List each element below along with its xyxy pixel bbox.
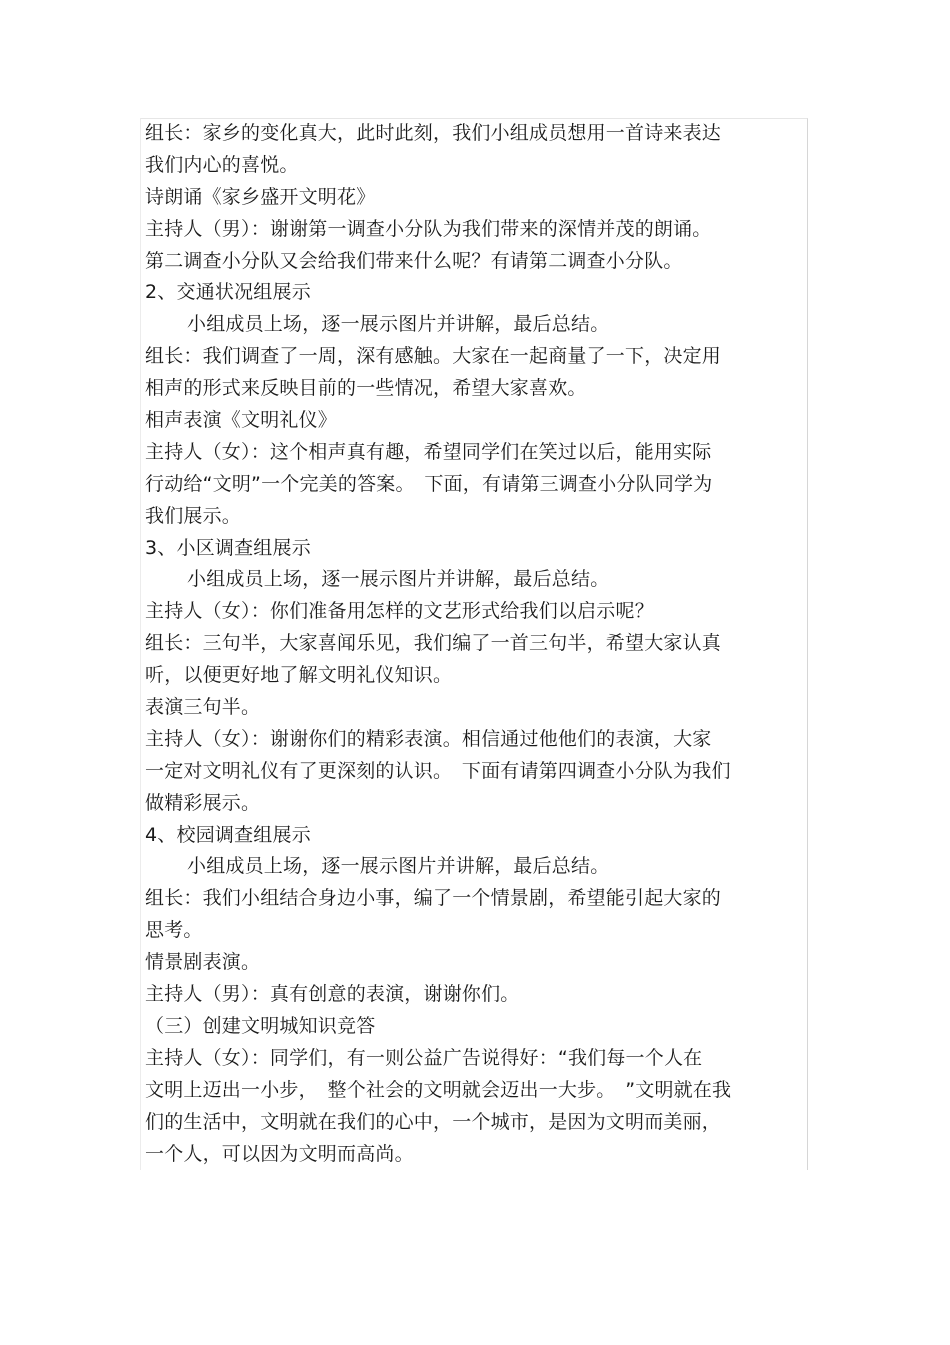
text-line: 行动给“文明”一个完美的答案。 下面，有请第三调查小分队同学为 — [145, 472, 713, 495]
text-line: 一定对文明礼仪有了更深刻的认识。 下面有请第四调查小分队为我们 — [145, 759, 731, 782]
text-line: 主持人（男）：谢谢第一调查小分队为我们带来的深情并茂的朗诵。 — [145, 217, 712, 240]
text-line: 文明上迈出一小步， 整个社会的文明就会迈出一大步。 ”文明就在我 — [145, 1078, 732, 1101]
text-line: （三）创建文明城知识竞答 — [145, 1014, 376, 1037]
text-line: 们的生活中，文明就在我们的心中，一个城市，是因为文明而美丽， — [145, 1110, 722, 1133]
text-line: 组长：家乡的变化真大，此时此刻，我们小组成员想用一首诗来表达 — [145, 122, 722, 144]
text-line: 组长：三句半，大家喜闻乐见，我们编了一首三句半，希望大家认真 — [145, 632, 722, 655]
text-line: 做精彩展示。 — [145, 791, 261, 814]
text-line: 组长：我们小组结合身边小事，编了一个情景剧，希望能引起大家的 — [145, 887, 722, 910]
text-line: 小组成员上场，逐一展示图片并讲解，最后总结。 — [187, 313, 610, 336]
text-line: 相声的形式来反映目前的一些情况，希望大家喜欢。 — [145, 377, 587, 400]
text-line: 2、交通状况组展示 — [145, 281, 311, 304]
text-line: 表演三句半。 — [145, 696, 261, 719]
text-line: 小组成员上场，逐一展示图片并讲解，最后总结。 — [187, 568, 610, 591]
text-line: 一个人，可以因为文明而高尚。 — [145, 1142, 414, 1165]
text-line: 诗朗诵《家乡盛开文明花》 — [145, 185, 376, 208]
text-line: 主持人（女）：你们准备用怎样的文艺形式给我们以启示呢？ — [145, 600, 654, 623]
text-line: 我们内心的喜悦。 — [145, 153, 299, 176]
text-line: 听，以便更好地了解文明礼仪知识。 — [145, 664, 453, 687]
text-line: 相声表演《文明礼仪》 — [145, 409, 338, 432]
text-line: 主持人（女）：同学们，有一则公益广告说得好：“我们每一个人在 — [145, 1046, 703, 1069]
text-line: 第二调查小分队又会给我们带来什么呢？有请第二调查小分队。 — [145, 249, 683, 272]
text-line: 组长：我们调查了一周，深有感触。大家在一起商量了一下，决定用 — [145, 345, 722, 368]
text-line: 情景剧表演。 — [145, 951, 261, 974]
text-line: 思考。 — [145, 919, 203, 942]
text-line: 主持人（女）：谢谢你们的精彩表演。相信通过他他们的表演，大家 — [145, 727, 712, 750]
text-line: 小组成员上场，逐一展示图片并讲解，最后总结。 — [187, 855, 610, 878]
text-line: 我们展示。 — [145, 504, 242, 527]
text-line: 4、校园调查组展示 — [145, 823, 311, 846]
text-line: 主持人（女）：这个相声真有趣，希望同学们在笑过以后，能用实际 — [145, 440, 712, 463]
text-line: 3、小区调查组展示 — [145, 536, 311, 559]
document-body — [145, 118, 805, 1170]
text-line: 主持人（男）：真有创意的表演，谢谢你们。 — [145, 983, 520, 1006]
